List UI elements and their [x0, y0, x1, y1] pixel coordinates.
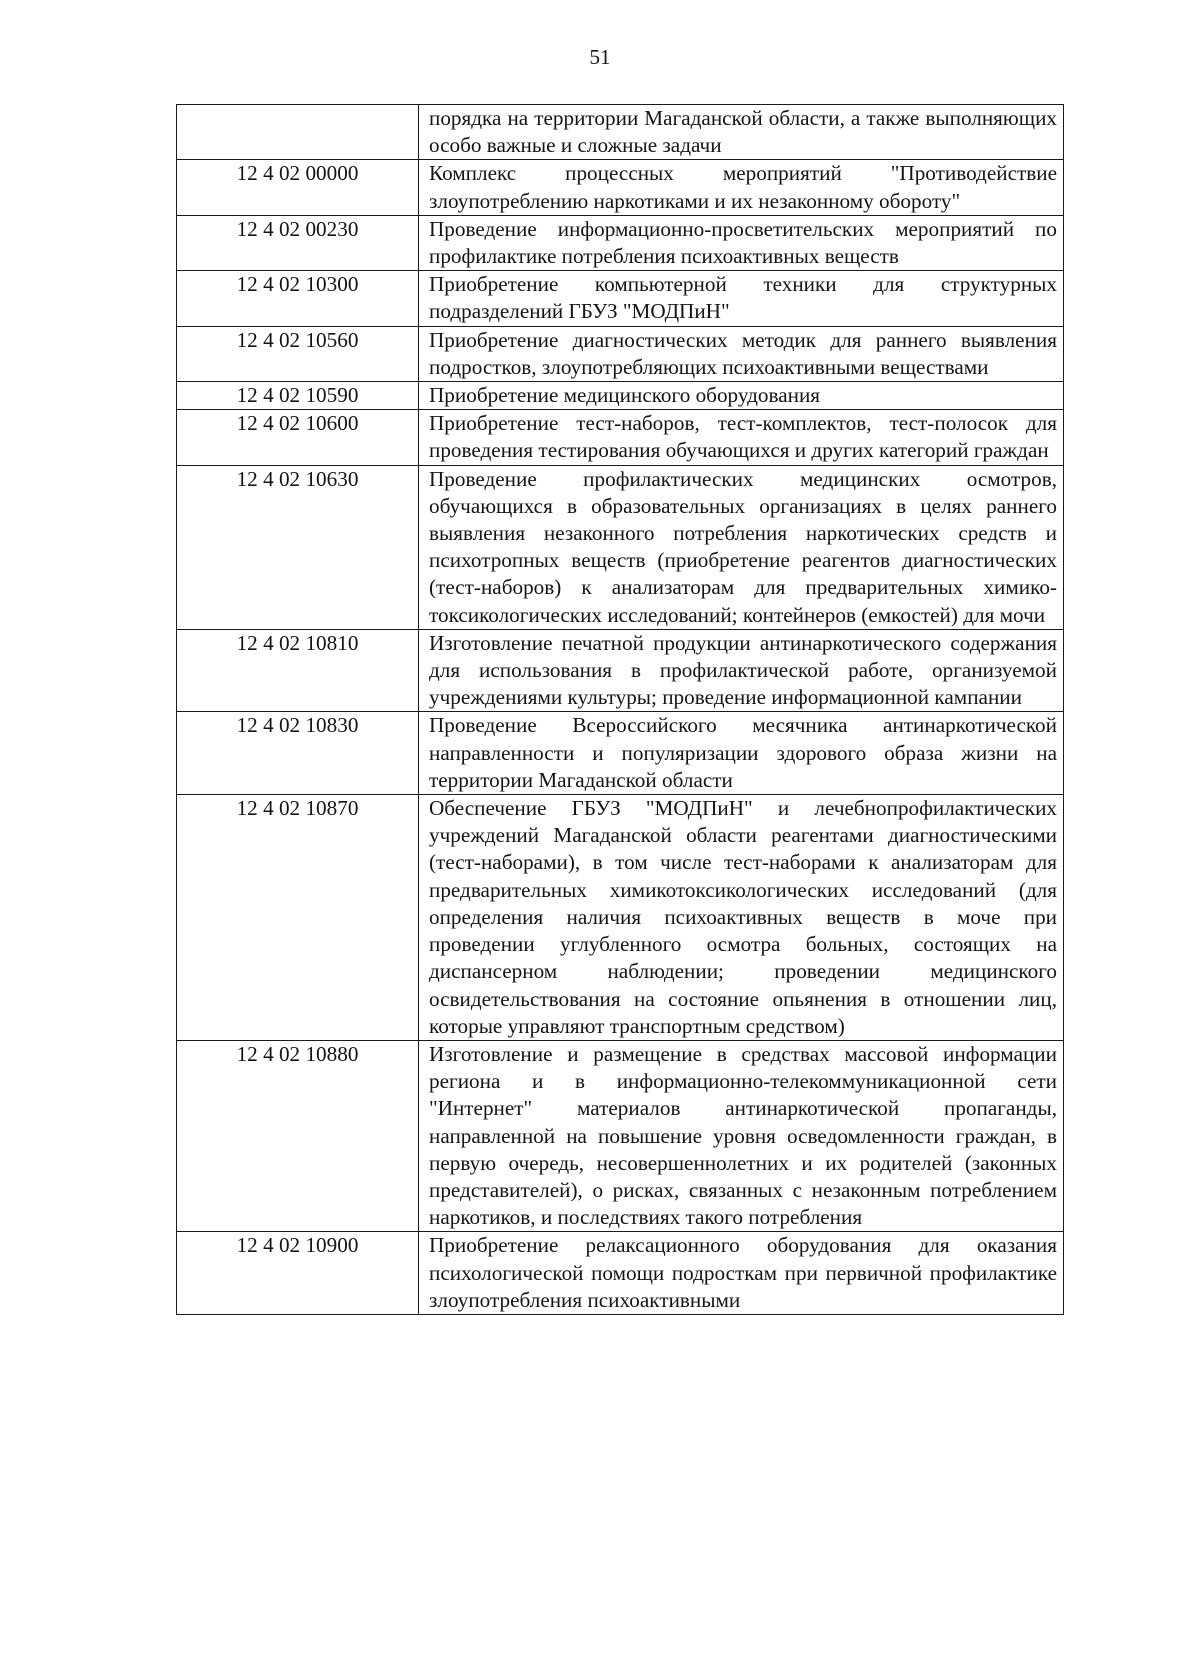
table-row	[177, 410, 1064, 465]
page-number: 51	[589, 45, 611, 69]
description-cell: Проведение Всероссийского месячника антинаркотической направленности и популяризации здорового образа жизни на территории Магаданской области	[419, 712, 1064, 795]
description-cell: Приобретение компьютерной техники для структурных подразделений ГБУЗ "МОДПиН"	[419, 271, 1064, 326]
description-cell: Комплекс процессных мероприятий "Противодействие злоупотреблению наркотиками и их незаконному обороту"	[419, 160, 1064, 215]
table-row	[177, 160, 1064, 215]
description-cell: Приобретение релаксационного оборудования для оказания психологической помощи подросткам при первичной профилактике злоупотребления психоактивными	[419, 1232, 1064, 1315]
code-cell: 12 4 02 10810	[177, 629, 419, 712]
table-row	[177, 1232, 1064, 1315]
code-cell: 12 4 02 10830	[177, 712, 419, 795]
table-row	[177, 465, 1064, 629]
code-cell: 12 4 02 10880	[177, 1040, 419, 1231]
code-cell: 12 4 02 10900	[177, 1232, 419, 1315]
description-cell: Изготовление печатной продукции антинаркотического содержания для использования в профилактической работе, организуемой учреждениями культуры; проведение информационной кампании	[419, 629, 1064, 712]
code-cell: 12 4 02 10630	[177, 465, 419, 629]
code-cell: 12 4 02 10300	[177, 271, 419, 326]
description-cell: Приобретение медицинского оборудования	[419, 382, 1064, 410]
table-row	[177, 215, 1064, 270]
code-cell	[177, 105, 419, 160]
description-cell: Проведение профилактических медицинских осмотров, обучающихся в образовательных организациях в целях раннего выявления незаконного потребления наркотических средств и психотропных веществ (приобретение реагентов диагностических (тест-наборов) к анализаторам для предварительных химико-токсикологических исследований; контейнеров (емкостей) для мочи	[419, 465, 1064, 629]
table-row	[177, 795, 1064, 1041]
description-cell: Обеспечение ГБУЗ "МОДПиН" и лечебнопрофилактических учреждений Магаданской области реагентами диагностическими (тест-наборами), в том числе тест-наборами к анализаторам для предварительных химикотоксикологических исследований (для определения наличия психоактивных веществ в моче при проведении углубленного осмотра больных, состоящих на диспансерном наблюдении; проведении медицинского освидетельствования на состояние опьянения в отношении лиц, которые управляют транспортным средством)	[419, 795, 1064, 1041]
table-row	[177, 105, 1064, 160]
code-cell: 12 4 02 10870	[177, 795, 419, 1041]
table-row	[177, 1040, 1064, 1231]
description-cell: Приобретение диагностических методик для раннего выявления подростков, злоупотребляющих психоактивными веществами	[419, 326, 1064, 381]
table-row	[177, 382, 1064, 410]
code-cell: 12 4 02 00000	[177, 160, 419, 215]
table-row	[177, 712, 1064, 795]
code-cell: 12 4 02 00230	[177, 215, 419, 270]
code-cell: 12 4 02 10590	[177, 382, 419, 410]
code-cell: 12 4 02 10560	[177, 326, 419, 381]
budget-codes-table	[176, 104, 1064, 1315]
table-row	[177, 629, 1064, 712]
table-row	[177, 271, 1064, 326]
table-row	[177, 326, 1064, 381]
description-cell: Приобретение тест-наборов, тест-комплектов, тест-полосок для проведения тестирования обучающихся и других категорий граждан	[419, 410, 1064, 465]
description-cell: Проведение информационно-просветительских мероприятий по профилактике потребления психоактивных веществ	[419, 215, 1064, 270]
description-cell: Изготовление и размещение в средствах массовой информации региона и в информационно-телекоммуникационной сети "Интернет" материалов антинаркотической пропаганды, направленной на повышение уровня осведомленности граждан, в первую очередь, несовершеннолетних и их родителей (законных представителей), о рисках, связанных с незаконным потреблением наркотиков, и последствиях такого потребления	[419, 1040, 1064, 1231]
description-cell: порядка на территории Магаданской области, а также выполняющих особо важные и сложные задачи	[419, 105, 1064, 160]
code-cell: 12 4 02 10600	[177, 410, 419, 465]
